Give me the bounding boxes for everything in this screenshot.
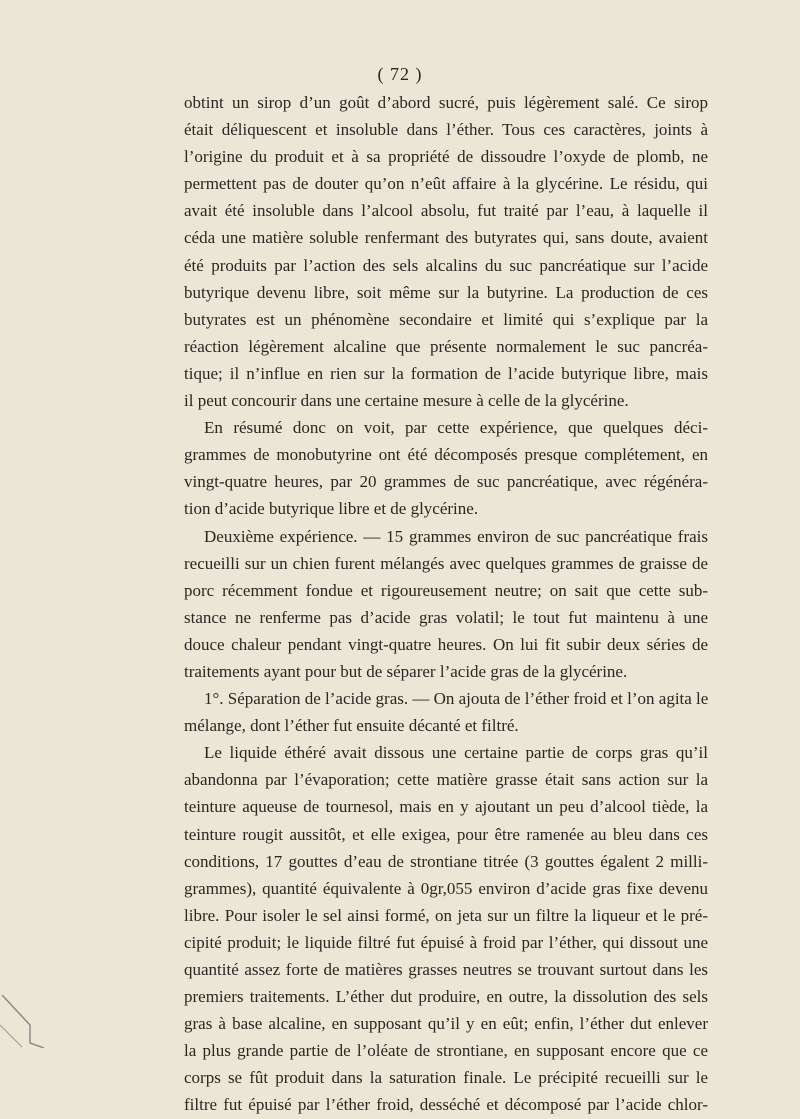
text-line: vingt-quatre heures, par 20 grammes de suc pancréatique, avec régénéra-	[184, 472, 708, 492]
text-line: il peut concourir dans une certaine mesure à celle de la glycérine.	[184, 391, 629, 411]
page-corner-mark	[0, 995, 44, 1048]
text-line: recueilli sur un chien furent mélangés avec quelques grammes de graisse de	[184, 553, 708, 573]
text-line: obtint un sirop d’un goût d’abord sucré, puis légèrement salé. Ce sirop	[184, 93, 708, 112]
text-line: tion d’acide butyrique libre et de glycérine.	[184, 499, 479, 519]
text-line: filtre fut épuisé par l’éther froid, desséché et décomposé par l’acide chlor-	[184, 1095, 708, 1115]
text-line: stance ne renferme pas d’acide gras volatil; le tout fut maintenu à une	[184, 607, 708, 627]
text-line: tique; il n’influe en rien sur la formation de l’acide butyrique libre, mais	[184, 363, 708, 383]
text-line: été produits par l’action des sels alcalins du suc pancréatique sur l’acide	[184, 255, 708, 275]
text-line: grammes), quantité équivalente à 0gr,055 environ d’acide gras fixe devenu	[184, 878, 708, 898]
text-line: En résumé donc on voit, par cette expérience, que quelques déci-	[204, 418, 708, 438]
text-line: Le liquide éthéré avait dissous une certaine partie de corps gras qu’il	[204, 743, 708, 763]
page-number: ( 72 )	[377, 64, 423, 84]
text-line: permettent pas de douter qu’on n’eût affaire à la glycérine. Le résidu, qui	[184, 174, 708, 194]
text-line: teinture aqueuse de tournesol, mais en y ajoutant un peu d’alcool tiède, la	[184, 797, 708, 817]
text-line: était déliquescent et insoluble dans l’éther. Tous ces caractères, joints à	[184, 120, 708, 140]
text-line: butyrique devenu libre, soit même sur la butyrine. La production de ces	[184, 282, 708, 302]
text-line: cipité produit; le liquide filtré fut épuisé à froid par l’éther, qui dissout une	[184, 932, 708, 952]
text-line: mélange, dont l’éther fut ensuite décanté et filtré.	[184, 716, 519, 736]
text-line: conditions, 17 gouttes d’eau de strontiane titrée (3 gouttes égalent 2 milli-	[184, 851, 708, 871]
text-line: traitements ayant pour but de séparer l’acide gras de la glycérine.	[184, 661, 628, 681]
text-line: 1°. Séparation de l’acide gras. — On ajouta de l’éther froid et l’on agita le	[204, 689, 709, 709]
text-line: quantité assez forte de matières grasses neutres se trouvant surtout dans les	[184, 960, 708, 979]
text-line: butyrates est un phénomène secondaire et limité qui s’explique par la	[184, 309, 708, 329]
text-line: teinture rougit aussitôt, et elle exigea, pour être ramenée au bleu dans ces	[184, 824, 708, 844]
text-line: douce chaleur pendant vingt-quatre heures. On lui fit subir deux séries de	[184, 634, 708, 654]
text-line: avait été insoluble dans l’alcool absolu, fut traité par l’eau, à laquelle il	[184, 201, 708, 221]
body-text	[184, 89, 708, 1119]
text-line: abandonna par l’évaporation; cette matière grasse était sans action sur la	[184, 770, 708, 790]
text-line: corps se fût produit dans la saturation finale. Le précipité recueilli sur le	[184, 1068, 708, 1088]
text-line: grammes de monobutyrine ont été décomposés presque complétement, en	[184, 445, 708, 465]
text-line: gras à base alcaline, en supposant qu’il y en eût; enfin, l’éther dut enlever	[184, 1014, 708, 1034]
text-line: l’origine du produit et à sa propriété de dissoudre l’oxyde de plomb, ne	[184, 147, 708, 167]
text-line: premiers traitements. L’éther dut produire, en outre, la dissolution des sels	[184, 987, 708, 1007]
text-line: réaction légèrement alcaline que présente normalement le suc pancréa-	[184, 336, 708, 356]
text-line: la plus grande partie de l’oléate de strontiane, en supposant encore que ce	[184, 1041, 708, 1061]
text-line: Deuxième expérience. — 15 grammes environ de suc pancréatique frais	[204, 526, 708, 546]
text-line: porc récemment fondue et rigoureusement neutre; on sait que cette sub-	[184, 580, 708, 600]
text-line: céda une matière soluble renfermant des butyrates qui, sans doute, avaient	[184, 228, 708, 248]
text-line: libre. Pour isoler le sel ainsi formé, on jeta sur un filtre la liqueur et le pré-	[184, 905, 708, 925]
